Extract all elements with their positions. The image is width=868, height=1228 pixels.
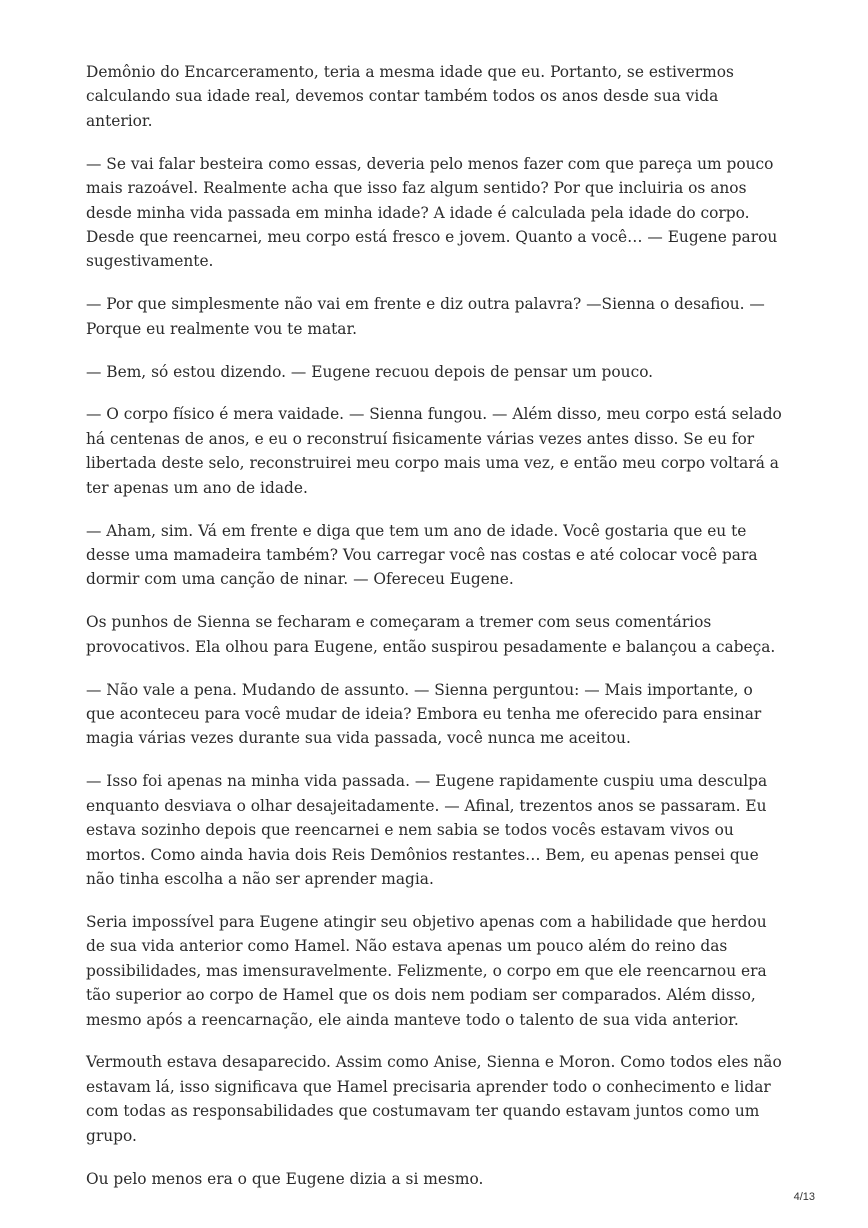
paragraph: Seria impossível para Eugene atingir seu objetivo apenas com a habilidade que herdou de sua vida anterior como Hamel. Não estava apenas um pouco além do reino das possibilidades, mas imensuravelmente. Felizmente, o corpo em que ele reencarnou era tão superior ao corpo de Hamel que os dois nem podiam ser comparados. Além disso, mesmo após a reencarnação, ele ainda manteve todo o talento de sua vida anterior. <box>86 912 767 1029</box>
page-number: 4/13 <box>793 1191 815 1203</box>
paragraph: — Se vai falar besteira como essas, deveria pelo menos fazer com que pareça um pouco mais razoável. Realmente acha que isso faz algum sentido? Por que incluiria os anos desde minha vida passada em minha idade? A idade é calculada pela idade do corpo. Desde que reencarnei, meu corpo está fresco e jovem. Quanto a você… — Eugene parou sugestivamente. <box>86 154 778 271</box>
paragraph: — Por que simplesmente não vai em frente e diz outra palavra? —Sienna o desafiou. — Porque eu realmente vou te matar. <box>86 295 765 338</box>
paragraph: Demônio do Encarceramento, teria a mesma idade que eu. Portanto, se estivermos calculando sua idade real, devemos contar também todos os anos desde sua vida anterior. <box>86 63 734 130</box>
paragraph: — Não vale a pena. Mudando de assunto. — Sienna perguntou: — Mais importante, o que aconteceu para você mudar de ideia? Embora eu tenha me oferecido para ensinar magia várias vezes durante sua vida passada, você nunca me aceitou. <box>86 680 762 748</box>
document-body <box>86 60 786 1209</box>
paragraph: Ou pelo menos era o que Eugene dizia a si mesmo. <box>86 1169 484 1188</box>
paragraph: — O corpo físico é mera vaidade. — Sienna fungou. — Além disso, meu corpo está selado há centenas de anos, e eu o reconstruí fisicamente várias vezes antes disso. Se eu for libertada deste selo, reconstruirei meu corpo mais uma vez, e então meu corpo voltará a ter apenas um ano de idade. <box>86 405 782 497</box>
paragraph: — Isso foi apenas na minha vida passada. — Eugene rapidamente cuspiu uma desculpa enquanto desviava o olhar desajeitadamente. — Afinal, trezentos anos se passaram. Eu estava sozinho depois que reencarnei e nem sabia se todos vocês estavam vivos ou mortos. Como ainda havia dois Reis Demônios restantes… Bem, eu apenas pensei que não tinha escolha a não ser aprender magia. <box>86 772 768 888</box>
paragraph: Vermouth estava desaparecido. Assim como Anise, Sienna e Moron. Como todos eles não estavam lá, isso significava que Hamel precisaria aprender todo o conhecimento e lidar com todas as responsabilidades que costumavam ter quando estavam juntos como um grupo. <box>86 1053 782 1145</box>
paragraph: — Aham, sim. Vá em frente e diga que tem um ano de idade. Você gostaria que eu te desse uma mamadeira também? Vou carregar você nas costas e até colocar você para dormir com uma canção de ninar. — Ofereceu Eugene. <box>86 521 758 589</box>
paragraph: — Bem, só estou dizendo. — Eugene recuou depois de pensar um pouco. <box>86 362 654 381</box>
paragraph: Os punhos de Sienna se fecharam e começaram a tremer com seus comentários provocativos. Ela olhou para Eugene, então suspirou pesadamente e balançou a cabeça. <box>86 613 776 656</box>
